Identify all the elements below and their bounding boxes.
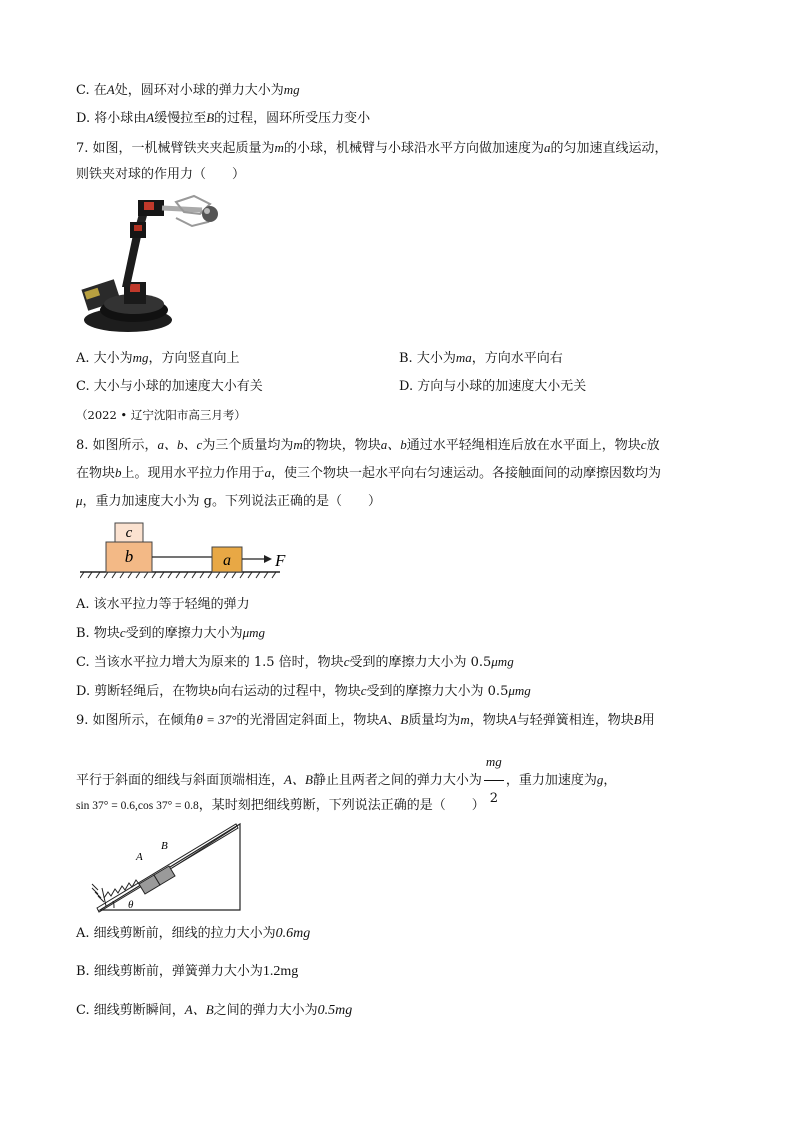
q8-optd-b: b: [211, 683, 218, 698]
q8-l2-b: b: [115, 465, 122, 480]
q9-opta-pre: A. 细线剪断前，细线的拉力大小为: [76, 926, 276, 941]
q9-opta-val: 0.6mg: [275, 926, 311, 941]
force-label: F: [275, 551, 286, 570]
q6-optd-b: B: [206, 110, 215, 125]
q8-l2b: 上。现用水平拉力作用于: [121, 466, 265, 481]
q7-stem-1a: 7. 如图，一机械臂铁夹夹起质量为: [76, 141, 275, 156]
q7-stem-line1: [76, 139, 667, 158]
q9-l1-B2: B: [633, 712, 642, 727]
q8-optd-pre: D. 剪断轻绳后，在物块: [76, 684, 212, 699]
q9-formula: sin 37° = 0.6,cos 37° = 0.8: [76, 800, 199, 812]
q9-optc-val: 0.5mg: [317, 1003, 353, 1018]
block-c-label: c: [125, 525, 133, 541]
block-b-label: b: [124, 547, 134, 566]
q7-option-d: D. 方向与小球的加速度大小无关: [399, 379, 587, 394]
q8-optc-pre: C. 当该水平拉力增大为原来的 1.5 倍时，物块: [76, 655, 344, 670]
arm-wrist-servo-red: [144, 202, 154, 210]
q8-stem-line2: [76, 464, 661, 483]
q7-option-a: [76, 349, 240, 368]
q9-fraction: [484, 744, 504, 817]
q7-stem-line2: 则铁夹对球的作用力（ ）: [76, 167, 246, 182]
q8-l3: ，重力加速度大小为 g。下列说法正确的是（ ）: [82, 494, 381, 509]
q8-l1-ab: a、b: [380, 437, 407, 452]
q9-optc-mid: 之间的弹力大小为: [213, 1003, 318, 1018]
arm-base-servo-red: [130, 284, 140, 292]
q7-optb-pre: B. 大小为: [399, 351, 456, 366]
q8-option-b: [76, 624, 265, 643]
q8-l1-c: c: [640, 437, 647, 452]
q7-var-m: m: [274, 140, 284, 155]
q8-optd-mid: 向右运动的过程中，物块: [217, 684, 361, 699]
q7-option-c: C. 大小与小球的加速度大小有关: [76, 379, 263, 394]
q6-option-d: [76, 109, 370, 128]
q8-l1b: 为三个质量均为: [202, 438, 294, 453]
q6-optc-point: A: [106, 82, 115, 97]
block-a-label: a: [223, 552, 231, 569]
q8-stem-line1: [76, 436, 660, 455]
q8-option-c: [76, 653, 514, 672]
q9-l1a: 9. 如图所示，在倾角: [76, 713, 197, 728]
q8-l2a: 在物块: [76, 466, 116, 481]
q8-optd-mid2: 受到的摩擦力大小为 0.5: [366, 684, 509, 699]
blocks-diagram: [80, 520, 290, 584]
q9-l1c: 质量均为: [408, 713, 461, 728]
theta-label: θ: [128, 899, 134, 911]
robot-arm-figure: [72, 192, 232, 338]
q8-l1d: 通过水平轻绳相连后放在水平面上，物块: [406, 438, 641, 453]
q8-l1-vars: a、b、c: [157, 437, 203, 452]
q9-l1-m: m: [460, 712, 470, 727]
q9-l1-sep: 、: [387, 713, 401, 728]
q9-theta: θ = 37°: [196, 712, 237, 727]
q6-option-c: [76, 81, 300, 100]
q6-optc-prefix: C. 在: [76, 83, 107, 98]
q8-option-a: A. 该水平拉力等于轻绳的弹力: [76, 597, 250, 612]
q7-var-a: a: [543, 140, 551, 155]
q8-optb-val: μmg: [242, 625, 266, 640]
q9-l3: ，某时刻把细线剪断，下列说法正确的是（ ）: [198, 798, 485, 813]
force-arrowhead: [264, 555, 272, 563]
q9-option-c: [76, 1001, 352, 1020]
q8-optd-val: μmg: [508, 683, 531, 698]
q6-optd-mid1: 缓慢拉至: [154, 111, 207, 126]
q8-optc-mid: 受到的摩擦力大小为 0.5: [349, 655, 492, 670]
q8-optb-pre: B. 物块: [76, 626, 120, 641]
q7-optb-var: ma: [455, 350, 472, 365]
q8-stem-line3: [76, 492, 381, 511]
q9-option-b: [76, 963, 298, 981]
incline-diagram: [88, 822, 248, 914]
q8-optc-c: c: [343, 654, 350, 669]
q9-l1-A2: A: [508, 712, 517, 727]
q7-stem-1b: 的小球，机械臂与小球沿水平方向做加速度为: [283, 141, 544, 156]
q9-l1b: 的光滑固定斜面上，物块: [236, 713, 380, 728]
q8-l3-mu: μ: [76, 493, 83, 508]
q6-optd-mid2: 的过程，圆环所受压力变小: [214, 111, 371, 126]
q9-frac-num: mg: [484, 744, 504, 781]
q6-optc-text: 处，圆环对小球的弹力大小为: [114, 83, 284, 98]
q9-l1f: 用: [641, 713, 655, 728]
q6-optc-value: mg: [283, 82, 300, 97]
q8-l1-m: m: [293, 437, 303, 452]
q9-frac-den: 2: [489, 791, 498, 806]
q9-optb-pre: B. 细线剪断前，弹簧弹力大小为: [76, 964, 263, 979]
arm-lower-segment: [122, 230, 142, 287]
q9-stem-line1: [76, 711, 655, 730]
q7-optb-post: ，方向水平向右: [471, 351, 563, 366]
q9-l1-B: B: [400, 712, 409, 727]
q6-optd-a: A: [146, 110, 155, 125]
q9-l1e: 与轻弹簧相连，物块: [516, 713, 634, 728]
block-B-label: B: [161, 840, 168, 852]
q9-optc-pre: C. 细线剪断瞬间，: [76, 1003, 185, 1018]
ground-hatching: [80, 572, 276, 578]
q9-optc-AB: A、B: [184, 1002, 214, 1017]
q7-opta-post: ，方向竖直向上: [148, 351, 240, 366]
q9-l2d: ，: [603, 773, 617, 788]
q7-option-b: [399, 349, 563, 368]
q8-l1e: 放: [646, 438, 660, 453]
q7-opta-pre: A. 大小为: [76, 351, 133, 366]
q8-optb-mid: 受到的摩擦力大小为: [125, 626, 243, 641]
q9-l1-A: A: [379, 712, 388, 727]
q8-optb-c: c: [119, 625, 126, 640]
q8-optd-c: c: [360, 683, 367, 698]
q8-l1a: 8. 如图所示，: [76, 438, 158, 453]
q9-optb-val: 1.2mg: [262, 964, 299, 979]
q7-stem-1c: 的匀加速直线运动，: [550, 141, 668, 156]
q9-l1d: ，物块: [469, 713, 509, 728]
q9-l2-g: g: [596, 772, 604, 787]
q8-option-d: [76, 682, 531, 701]
q9-option-a: [76, 925, 310, 943]
source-note: （2022 • 辽宁沈阳市高三月考）: [76, 408, 246, 422]
wall-hatching: [92, 884, 104, 902]
q6-optd-prefix: D. 将小球由: [76, 111, 147, 126]
q9-l2-AB: A、B: [284, 772, 313, 787]
q9-l2a: 平行于斜面的细线与斜面顶端相连，: [76, 773, 285, 788]
q7-opta-var: mg: [132, 350, 149, 365]
arm-elbow-servo-red: [134, 225, 142, 231]
q8-optc-val: μmg: [491, 654, 514, 669]
block-A-label: A: [136, 851, 143, 863]
q8-l2c: ，使三个物块一起水平向右匀速运动。各接触面间的动摩擦因数均为: [271, 466, 662, 481]
ball-highlight: [204, 208, 210, 214]
q9-l2c: ，重力加速度为: [505, 773, 597, 788]
q8-l2-a: a: [264, 465, 272, 480]
ball: [202, 206, 218, 222]
string: [172, 827, 236, 868]
q9-l2b: 静止且两者之间的弹力大小为: [312, 773, 482, 788]
q8-l1c: 的物块，物块: [302, 438, 381, 453]
q9-stem-line3: [76, 797, 485, 815]
